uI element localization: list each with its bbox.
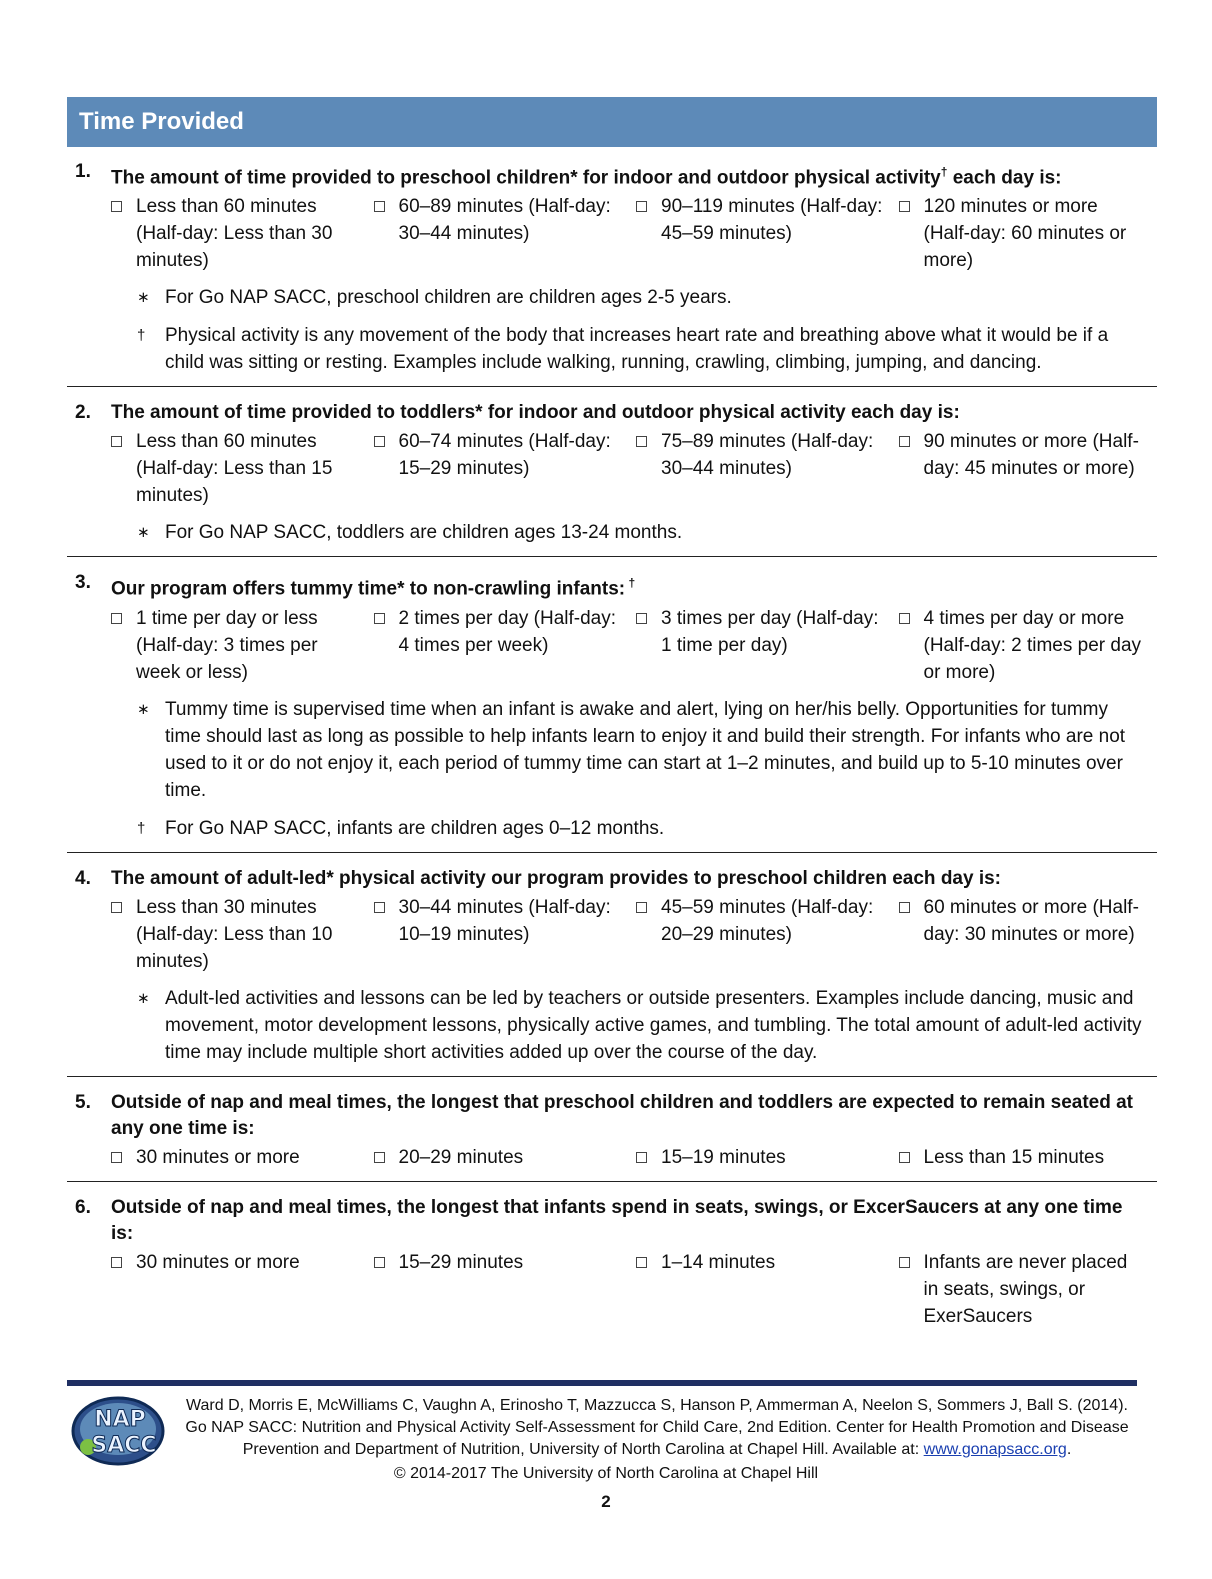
answer-option[interactable] [374,1249,637,1330]
answer-option[interactable] [111,894,374,975]
question-4 [67,852,1157,1066]
option-label: 75–89 minutes (Half-day: 30–44 minutes) [661,431,874,480]
option-label: 60–89 minutes (Half-day: 30–44 minutes) [398,196,611,245]
answer-option[interactable] [899,894,1158,975]
answer-options [111,605,1157,686]
checkbox[interactable] [374,902,385,913]
option-label: 60 minutes or more (Half-day: 30 minutes or more) [923,896,1139,945]
checkbox[interactable] [636,902,647,913]
answer-option[interactable] [899,428,1158,509]
checkbox[interactable] [374,1257,385,1268]
question-text-main: The amount of adult-led* physical activity our program provides to preschool children each day is: [111,867,1002,889]
question-text-main: The amount of time provided to preschool children* for indoor and outdoor physical activity [111,167,941,189]
checkbox[interactable] [111,1257,122,1268]
answer-option[interactable] [111,193,374,274]
checkbox[interactable] [899,902,910,913]
option-label: 3 times per day (Half-day: 1 time per day) [661,607,879,656]
checkbox[interactable] [636,201,647,212]
answer-options [111,428,1157,509]
answer-option[interactable] [636,428,899,509]
page-content [67,97,1157,1330]
checkbox[interactable] [374,201,385,212]
question-number: 3. [75,572,91,594]
footnote [137,696,1157,804]
footnote [137,284,1157,311]
question-3 [67,556,1157,841]
footnote-text: For Go NAP SACC, toddlers are children ages 13-24 months. [165,522,683,544]
footnote-symbol: ∗ [137,524,150,542]
answer-option[interactable] [374,894,637,975]
question-number: 6. [75,1196,91,1218]
question-text [111,159,1157,191]
question-number: 4. [75,867,91,889]
footnotes [137,696,1157,842]
checkbox[interactable] [899,613,910,624]
footnote-marker: † [940,165,948,179]
footer-divider [67,1380,1137,1386]
citation-text: Ward D, Morris E, McWilliams C, Vaughn A, Erinosho T, Mazzucca S, Hanson P, Ammerman A, Neelon S, Sommers J, Ball S. (2014). Go NAP SACC: Nutrition and Physical Activity Self-Assessment for Child Care, 2nd Edition. Center for Health Promotion and Disease Prevention and Department of Nutrition, University of North Carolina at Chapel Hill. Available at: [185,1397,1129,1458]
answer-option[interactable] [374,605,637,686]
question-heading [67,570,1157,602]
footnote-symbol: ∗ [137,289,150,307]
citation [176,1395,1138,1461]
option-label: 20–29 minutes [398,1146,524,1168]
checkbox[interactable] [899,1152,910,1163]
answer-option[interactable] [636,1249,899,1330]
checkbox[interactable] [636,1257,647,1268]
checkbox[interactable] [374,1152,385,1163]
option-label: 90–119 minutes (Half-day: 45–59 minutes) [661,196,883,245]
answer-option[interactable] [636,1144,899,1171]
option-label: 15–19 minutes [661,1146,786,1168]
option-label: 4 times per day or more (Half-day: 2 times per day or more) [923,607,1142,683]
answer-options [111,1144,1157,1171]
option-label: 1–14 minutes [661,1251,776,1273]
checkbox[interactable] [111,436,122,447]
page-number: 2 [601,1492,611,1511]
option-label: 120 minutes or more (Half-day: 60 minutes or more) [923,196,1127,272]
answer-options [111,1249,1157,1330]
option-label: Less than 30 minutes (Half-day: Less than 10 minutes) [136,896,333,972]
checkbox[interactable] [374,613,385,624]
footnotes [137,985,1157,1066]
question-list [67,147,1157,1330]
option-label: 1 time per day or less (Half-day: 3 times per week or less) [136,607,318,683]
checkbox[interactable] [111,613,122,624]
website-link[interactable]: www.gonapsacc.org [923,1441,1067,1458]
option-label: Infants are never placed in seats, swings, or ExerSaucers [923,1251,1128,1327]
footnote-text: For Go NAP SACC, preschool children are children ages 2-5 years. [165,287,732,309]
checkbox[interactable] [899,436,910,447]
answer-option[interactable] [111,1144,374,1171]
copyright: © 2014-2017 The University of North Carolina at Chapel Hill [393,1465,819,1482]
footnote-symbol: † [137,327,146,345]
checkbox[interactable] [899,1257,910,1268]
answer-option[interactable] [636,605,899,686]
footnote [137,985,1157,1066]
question-text-main: The amount of time provided to toddlers* for indoor and outdoor physical activity each day is: [111,402,960,424]
question-heading [67,400,1157,426]
footnote-text: Adult-led activities and lessons can be led by teachers or outside presenters. Examples include dancing, music and movement, motor development lessons, physically active games, and tumbling. The total amount of adult-led activity time may include multiple short activities added up over the course of the day. [165,987,1142,1063]
question-text-main: Outside of nap and meal times, the longest that preschool children and toddlers are expected to remain seated at any one time is: [111,1091,1134,1139]
answer-option[interactable] [899,1249,1158,1330]
question-text [111,570,1157,602]
footnote [137,519,1157,546]
question-heading [67,866,1157,892]
checkbox[interactable] [636,436,647,447]
footnote [137,322,1157,376]
question-number: 5. [75,1091,91,1113]
question-heading [67,1195,1157,1247]
option-label: 60–74 minutes (Half-day: 15–29 minutes) [398,431,611,480]
footnotes [137,284,1157,376]
logo-text-top: NAP [94,1407,146,1432]
question-text-end: each day is: [947,167,1062,189]
footnote-symbol: † [137,819,146,837]
question-text [111,1090,1157,1142]
answer-option[interactable] [374,1144,637,1171]
question-heading [67,1090,1157,1142]
question-5 [67,1076,1157,1171]
footnote-text: Tummy time is supervised time when an infant is awake and alert, lying on her/his belly. Opportunities for tummy time should last as long as possible to help infants learn to enjoy it and build their strength. For infants who are not used to it or do not enjoy it, each period of tummy time can start at 1–2 minutes, and build up to 5-10 minutes over time. [165,698,1126,801]
answer-option[interactable] [899,193,1158,274]
answer-options [111,894,1157,975]
section-title: Time Provided [79,108,244,135]
answer-option[interactable] [111,605,374,686]
question-text-main: Outside of nap and meal times, the longest that infants spend in seats, swings, or ExcerSaucers at any one time is: [111,1196,1123,1244]
footnote-symbol: ∗ [137,989,150,1007]
footnote-text: For Go NAP SACC, infants are children ages 0–12 months. [165,817,665,839]
answer-option[interactable] [374,193,637,274]
option-label: 30 minutes or more [136,1251,300,1273]
question-text [111,1195,1157,1247]
question-number: 1. [75,161,91,182]
footnote-text: Physical activity is any movement of the body that increases heart rate and breathing above what it would be if a child was sitting or resting. Examples include walking, running, crawling, climbing, jumping, and dancing. [165,325,1109,374]
checkbox[interactable] [899,201,910,212]
option-label: Less than 60 minutes (Half-day: Less than 15 minutes) [136,431,333,507]
answer-option[interactable] [111,1249,374,1330]
question-text-main: Our program offers tummy time* to non-crawling infants: [111,578,626,600]
answer-option[interactable] [899,605,1158,686]
option-label: 2 times per day (Half-day: 4 times per week) [398,607,617,656]
checkbox[interactable] [636,1152,647,1163]
answer-options [111,193,1157,274]
footnote-symbol: ∗ [137,700,150,718]
footnote-marker: † [625,576,636,591]
footnote [137,815,1157,842]
option-label: 30 minutes or more [136,1146,300,1168]
answer-option[interactable] [636,193,899,274]
option-label: Less than 60 minutes (Half-day: Less than 30 minutes) [136,196,333,272]
question-1 [67,147,1157,376]
checkbox[interactable] [636,613,647,624]
checkbox[interactable] [111,1152,122,1163]
option-label: 30–44 minutes (Half-day: 10–19 minutes) [398,896,611,945]
checkbox[interactable] [374,436,385,447]
footnotes [137,519,1157,546]
option-label: 15–29 minutes [398,1251,524,1273]
question-heading [67,159,1157,191]
option-label: Less than 15 minutes [923,1146,1105,1168]
question-6 [67,1181,1157,1330]
answer-option[interactable] [899,1144,1158,1171]
question-number: 2. [75,402,91,424]
section-header [67,97,1157,147]
checkbox[interactable] [111,902,122,913]
nap-sacc-logo [70,1395,166,1467]
option-label: 45–59 minutes (Half-day: 20–29 minutes) [661,896,874,945]
answer-option[interactable] [111,428,374,509]
option-label: 90 minutes or more (Half-day: 45 minutes or more) [923,431,1139,480]
answer-option[interactable] [374,428,637,509]
question-text [111,866,1157,892]
question-2 [67,386,1157,546]
question-text [111,400,1157,426]
answer-option[interactable] [636,894,899,975]
citation-end: . [1066,1441,1072,1458]
logo-text-bottom: SACC [91,1433,157,1458]
checkbox[interactable] [111,201,122,212]
